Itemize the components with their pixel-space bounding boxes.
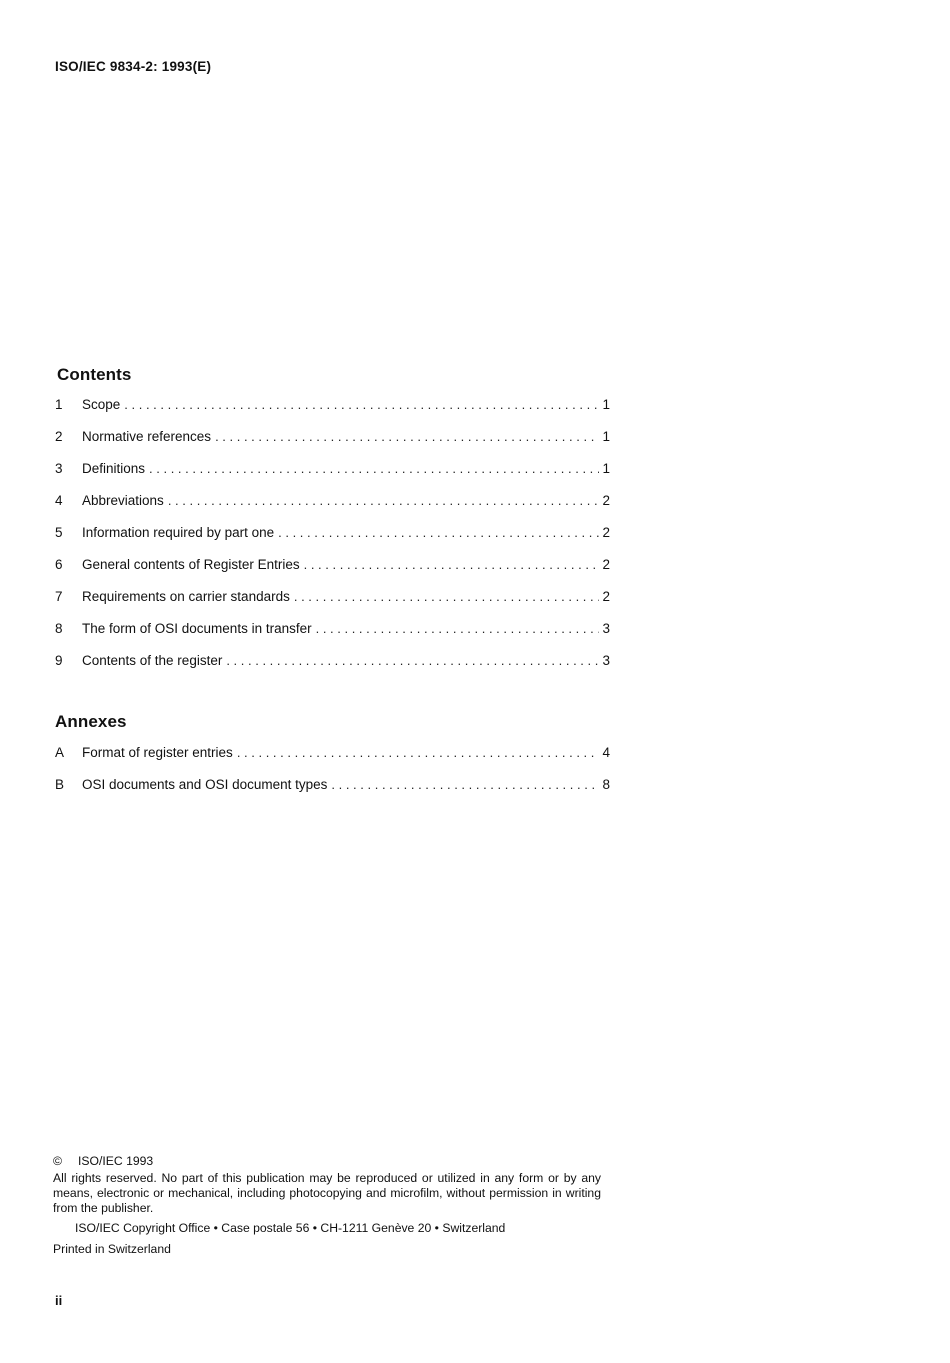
copyright-line [53,1154,601,1169]
document-identifier: ISO/IEC 9834-2: 1993(E) [55,59,212,74]
dot-leader [226,653,599,668]
dot-leader [237,745,600,760]
toc-entry-annex-b[interactable] [55,777,610,809]
toc-entry-carrier-standards[interactable] [55,589,610,621]
toc-number: A [55,745,65,760]
toc-entry-information-required[interactable] [55,525,610,557]
dot-leader [215,429,599,444]
page-number: ii [55,1293,63,1308]
toc-title: Abbreviations [82,493,164,508]
toc-title: OSI documents and OSI document types [82,777,328,792]
toc-number: 3 [55,461,63,476]
toc-number: B [55,777,65,792]
copyright-holder: ISO/IEC 1993 [78,1154,154,1168]
toc-number: 2 [55,429,63,444]
dot-leader [316,621,600,636]
toc-page-number: 1 [602,461,610,476]
toc-title: The form of OSI documents in transfer [82,621,312,636]
toc-entry-normative-references[interactable] [55,429,610,461]
toc-page-number: 2 [602,493,610,508]
toc-number: 1 [55,397,63,412]
toc-title: General contents of Register Entries [82,557,300,572]
toc-number: 6 [55,557,63,572]
copyright-notice [53,1154,601,1257]
toc-number: 7 [55,589,63,604]
toc-page-number: 4 [602,745,610,760]
toc-page-number: 2 [602,525,610,540]
copyright-icon: © [53,1154,62,1168]
toc-title: Scope [82,397,121,412]
copyright-office-address: ISO/IEC Copyright Office • Case postale 56 • CH-1211 Genève 20 • Switzerland [75,1221,506,1235]
toc-title: Definitions [82,461,146,476]
toc-entry-general-contents[interactable] [55,557,610,589]
dot-leader [331,777,599,792]
printed-location: Printed in Switzerland [53,1242,171,1256]
dot-leader [124,397,599,412]
toc-entry-annex-a[interactable] [55,745,610,777]
toc-number: 8 [55,621,63,636]
dot-leader [149,461,599,476]
annexes-list [55,745,610,809]
toc-entry-osi-documents-transfer[interactable] [55,621,610,653]
dot-leader [278,525,599,540]
toc-page-number: 1 [602,397,610,412]
contents-list [55,397,610,685]
toc-page-number: 8 [602,777,610,792]
toc-title: Format of register entries [82,745,233,760]
toc-page-number: 2 [602,589,610,604]
toc-number: 5 [55,525,63,540]
contents-heading: Contents [57,365,132,384]
toc-page-number: 1 [602,429,610,444]
toc-number: 4 [55,493,63,508]
toc-title: Information required by part one [82,525,275,540]
toc-entry-register-contents[interactable] [55,653,610,685]
toc-title: Requirements on carrier standards [82,589,290,604]
toc-title: Normative references [82,429,212,444]
toc-entry-scope[interactable] [55,397,610,429]
toc-entry-abbreviations[interactable] [55,493,610,525]
toc-page-number: 3 [602,621,610,636]
toc-number: 9 [55,653,63,668]
toc-entry-definitions[interactable] [55,461,610,493]
toc-page-number: 3 [602,653,610,668]
toc-title: Contents of the register [82,653,223,668]
dot-leader [294,589,600,604]
toc-page-number: 2 [602,557,610,572]
dot-leader [304,557,600,572]
annexes-heading: Annexes [55,712,127,731]
dot-leader [168,493,600,508]
rights-statement: All rights reserved. No part of this publication may be reproduced or utilized in any form or by any means, electronic or mechanical, including photocopying and microfilm, without permission in writing from the publisher. [53,1171,601,1215]
